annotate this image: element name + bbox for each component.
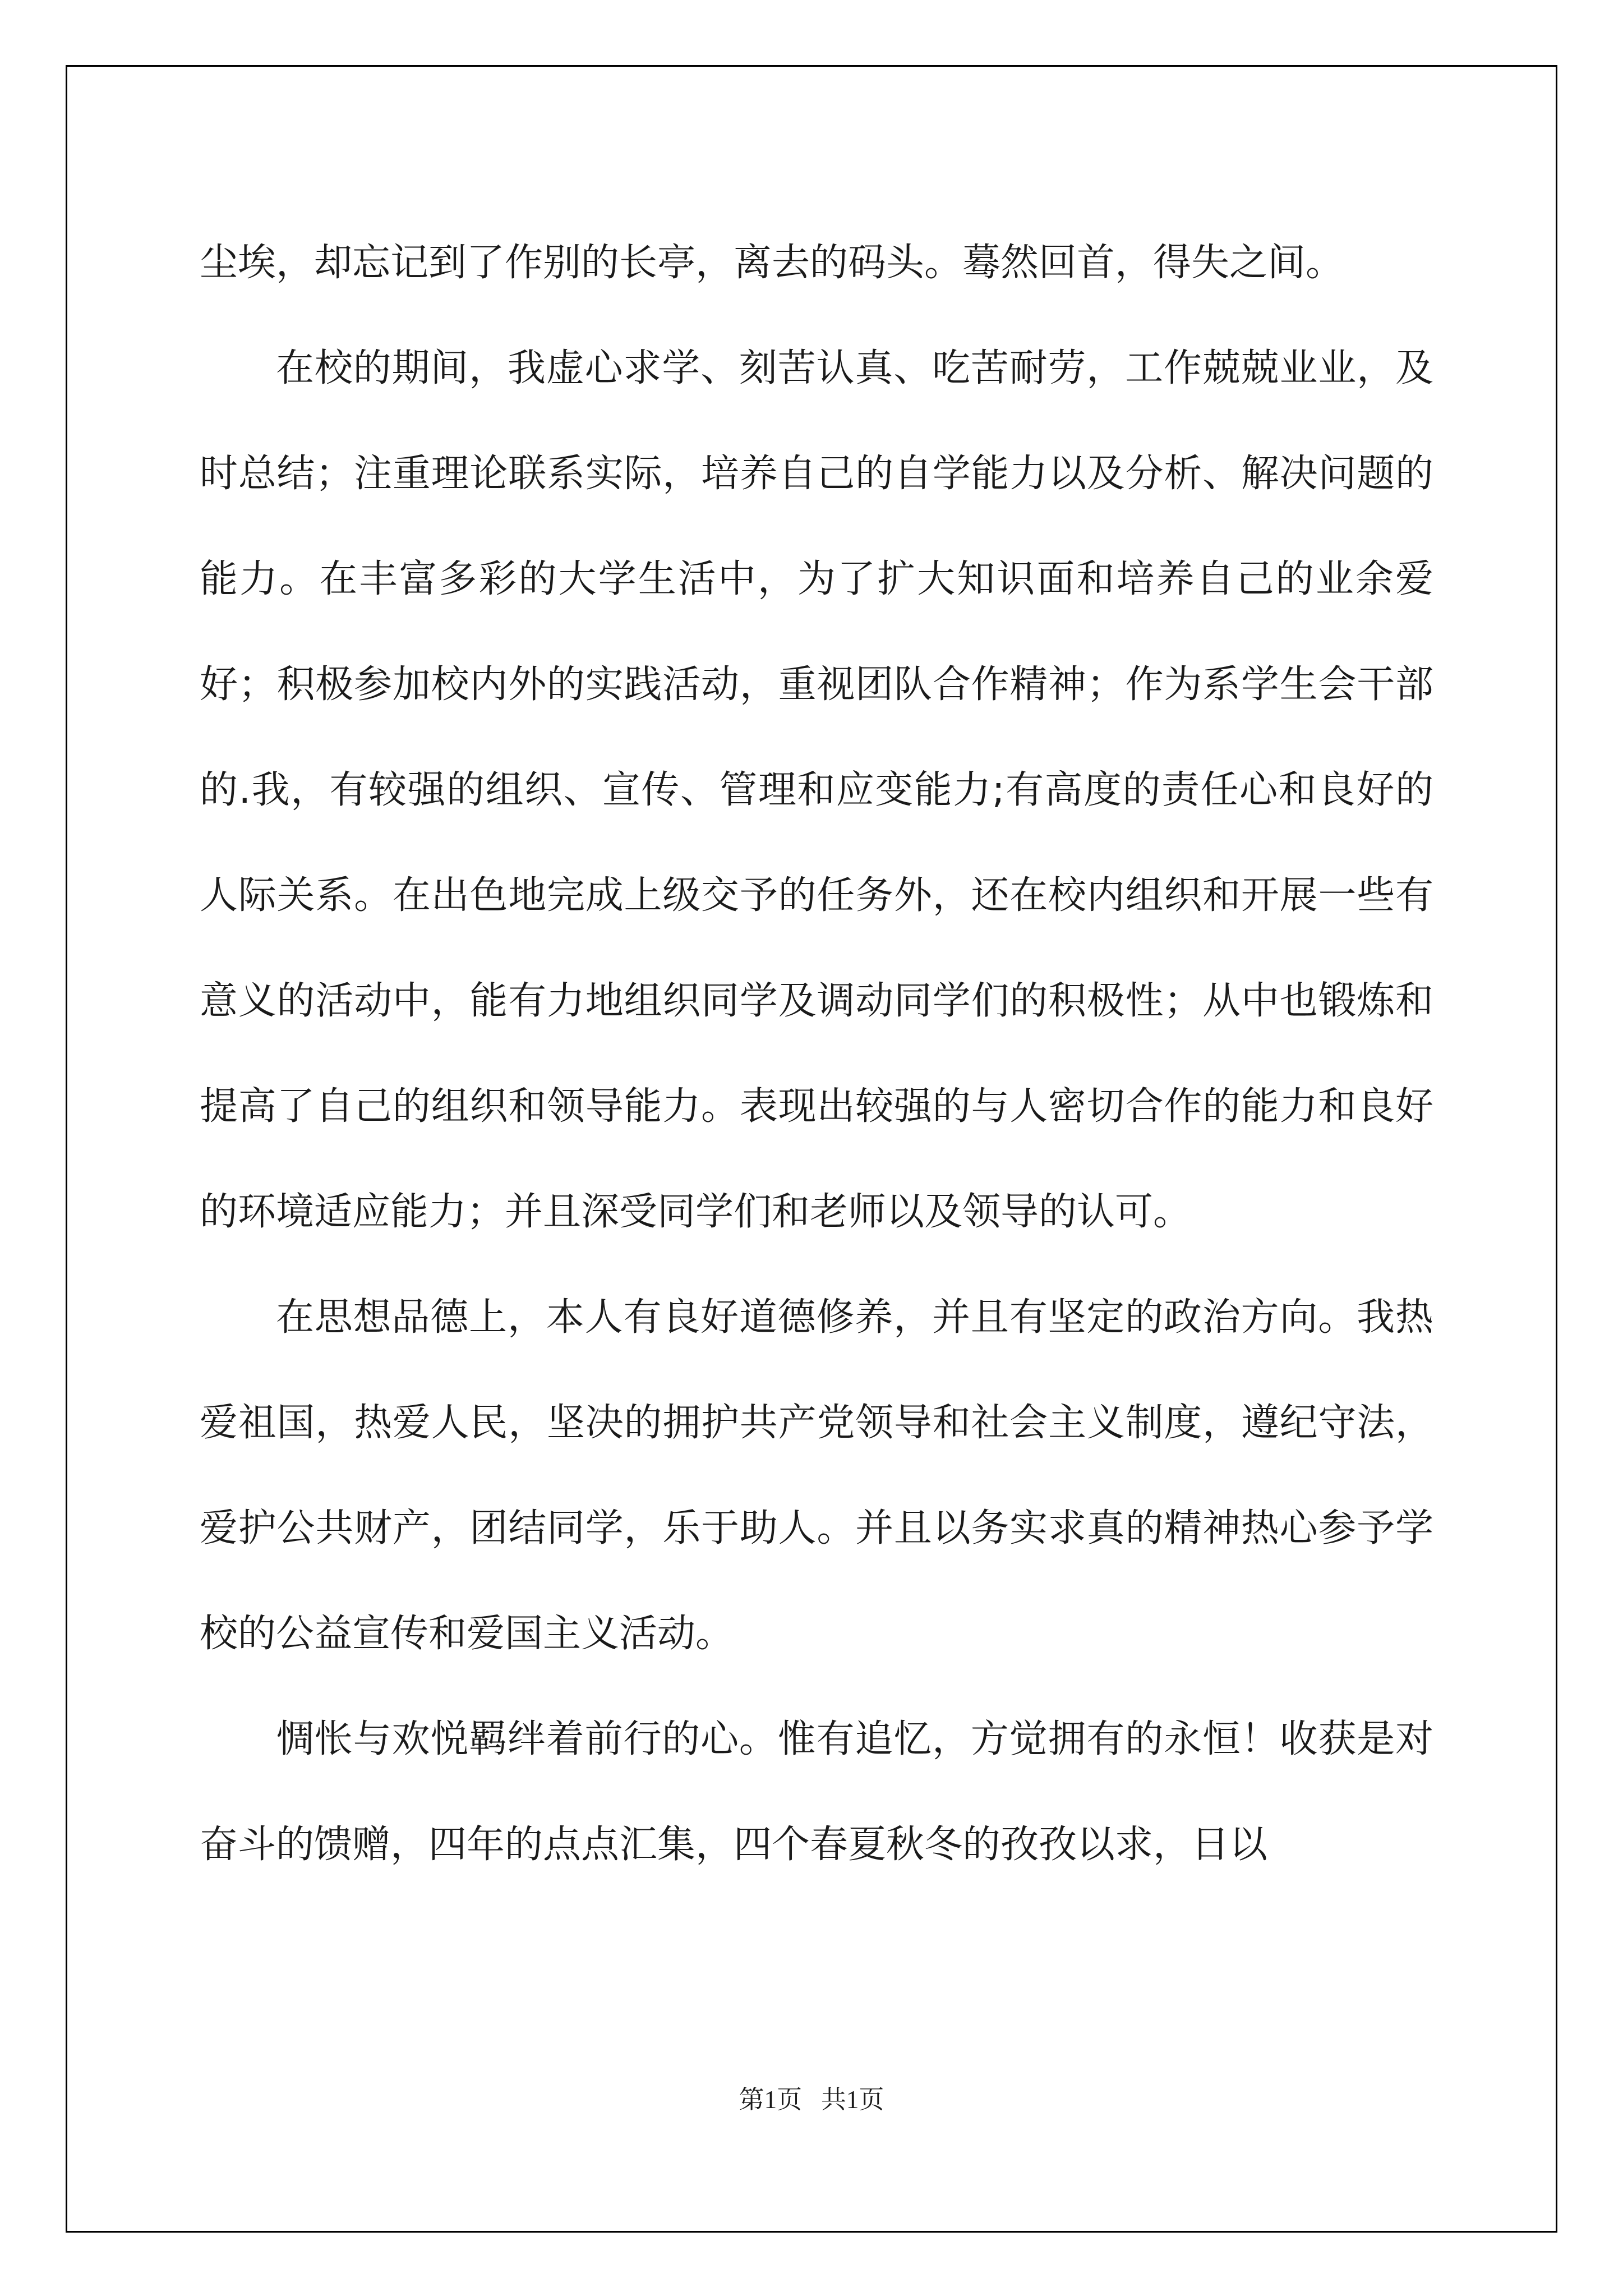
document-body	[200, 210, 1433, 1898]
paragraph-moral-character: 在思想品德上，本人有良好道德修养，并且有坚定的政治方向。我热爱祖国，热爱人民，坚决的拥护共产党领导和社会主义制度，遵纪守法，爱护公共财产，团结同学，乐于助人。并且以务实求真的精神热心参予学校的公益宣传和爱国主义活动。	[200, 1295, 1433, 1656]
page-number-footer: 第1页 共1页	[739, 2086, 884, 2114]
paragraph-continuation: 尘埃，却忘记到了作别的长亭，离去的码头。蓦然回首，得失之间。	[200, 241, 1344, 285]
paragraph-reflection: 惆怅与欢悦羁绊着前行的心。惟有追忆，方觉拥有的永恒！收获是对奋斗的馈赠，四年的点点汇集，四个春夏秋冬的孜孜以求，日以	[200, 1717, 1433, 1867]
paragraph-school-period: 在校的期间，我虚心求学、刻苦认真、吃苦耐劳，工作兢兢业业，及时总结；注重理论联系实际，培养自己的自学能力以及分析、解决问题的能力。在丰富多彩的大学生活中，为了扩大知识面和培养自己的业余爱好；积极参加校内外的实践活动，重视团队合作精神；作为系学生会干部的.我，有较强的组织、宣传、管理和应变能力;有高度的责任心和良好的人际关系。在出色地完成上级交予的任务外，还在校内组织和开展一些有意义的活动中，能有力地组织同学及调动同学们的积极性；从中也锻炼和提高了自己的组织和领导能力。表现出较强的与人密切合作的能力和良好的环境适应能力；并且深受同学们和老师以及领导的认可。	[200, 346, 1433, 1234]
